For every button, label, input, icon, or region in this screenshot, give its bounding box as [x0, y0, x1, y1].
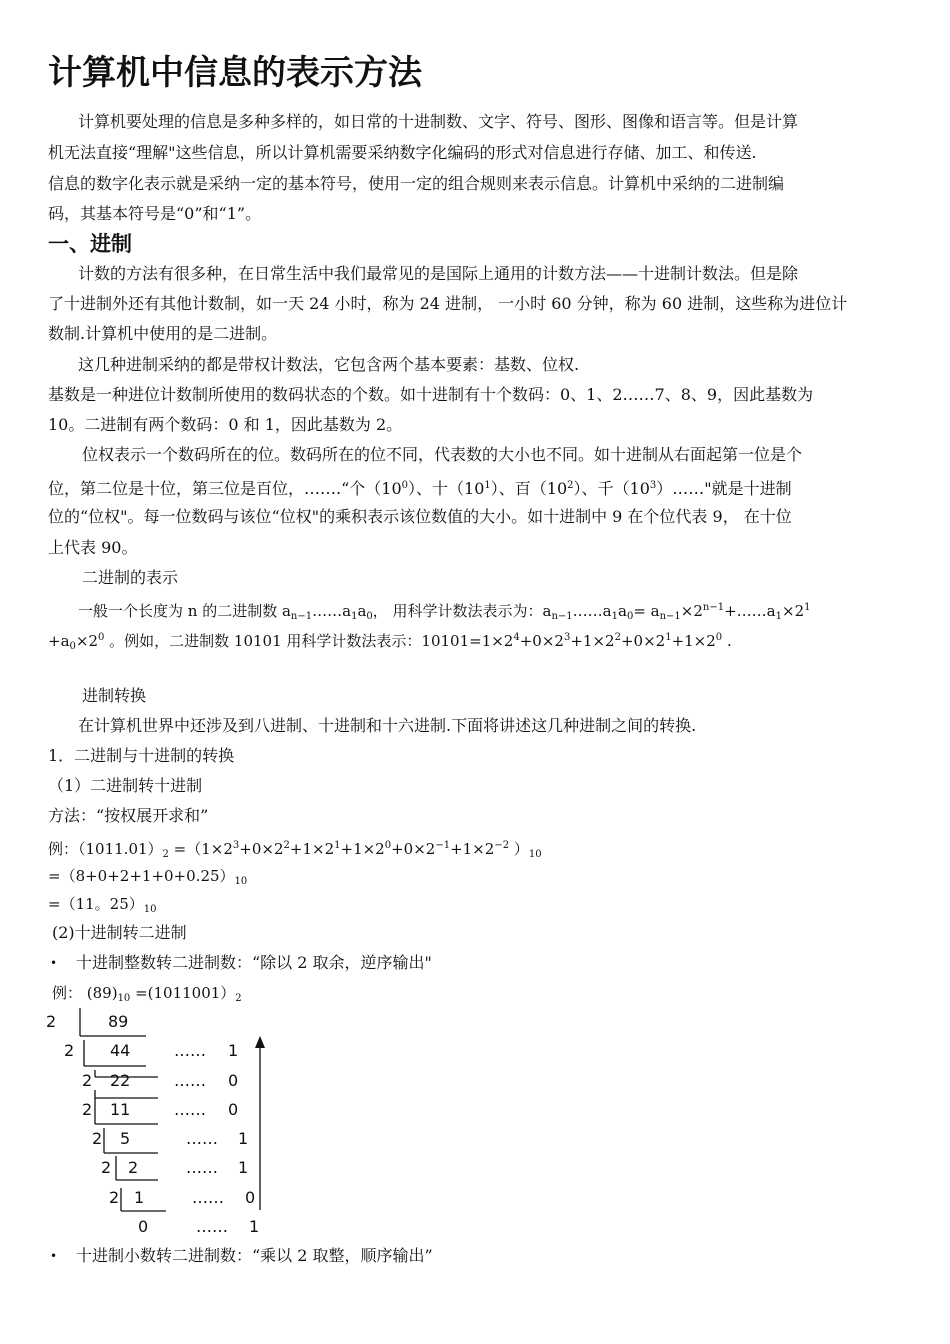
paragraph-line: 位权表示一个数码所在的位。数码所在的位不同，代表数的大小也不同。如十进制从右面起第一位是个 [82, 445, 803, 464]
text-run: +a [48, 632, 70, 650]
text-run: ×2 [680, 602, 703, 620]
division-lines [0, 0, 300, 1344]
ellipsis: …… [186, 1158, 218, 1177]
superscript: −2 [494, 840, 510, 851]
subscript: n−1 [551, 611, 573, 622]
ellipsis: …… [174, 1100, 206, 1119]
text-run: a [618, 602, 627, 620]
divisor: 2 [82, 1100, 93, 1119]
subscript: 1 [611, 611, 618, 622]
bullet-icon: • [50, 1249, 58, 1263]
remainder: 1 [238, 1129, 249, 1148]
text-run: 例：（1011.01） [48, 840, 163, 858]
subscript: 0 [69, 641, 76, 652]
text-run: a [357, 602, 367, 620]
text-run: +1×2 [289, 840, 335, 858]
superscript: 2 [614, 632, 621, 643]
bullet-icon: • [50, 956, 58, 970]
text-run: ……a [312, 602, 352, 620]
intro-line: 码，其基本符号是“0”和“1”。 [48, 204, 262, 223]
text-run: ， 用科学计数法表示为：a [372, 602, 552, 620]
text-run: ×2 [75, 632, 99, 650]
ellipsis: …… [196, 1217, 228, 1236]
list-item: 1．二进制与十进制的转换 [48, 746, 235, 765]
text-run: ）、千（10 [573, 479, 650, 498]
quotient: 1 [134, 1188, 145, 1207]
paragraph-line: 基数是一种进位计数制所使用的数码状态的个数。如十进制有十个数码：0、1、2……7、8、9，因此基数为 [48, 385, 814, 404]
text-run: 。例如，二进制数 10101 用科学计数法表示：10101=1×2 [104, 632, 514, 650]
paragraph-line: 上代表 90。 [48, 538, 138, 557]
superscript: 1 [484, 480, 491, 491]
text-run: =（8+0+2+1+0+0.25） [48, 867, 235, 885]
arrow-head-icon [255, 1036, 265, 1048]
subscript: 2 [162, 849, 169, 860]
list-item: (2)十进制转二进制 [52, 923, 187, 942]
superscript: 2 [567, 480, 574, 491]
remainder: 0 [245, 1188, 256, 1207]
paragraph-line: 方法：“按权展开求和” [48, 806, 209, 825]
subscript: 0 [626, 611, 634, 622]
text-run: ） [509, 840, 529, 858]
superscript: 1 [804, 602, 811, 613]
quotient: 0 [138, 1217, 149, 1236]
quotient: 11 [110, 1100, 131, 1119]
remainder: 1 [238, 1158, 249, 1177]
section-heading: 一、进制 [48, 232, 132, 256]
divisor: 2 [82, 1071, 93, 1090]
text-run: ×2 [782, 602, 805, 620]
divisor: 2 [92, 1129, 103, 1148]
superscript: 1 [334, 840, 341, 851]
divisor: 2 [46, 1012, 57, 1031]
subscript: 10 [528, 849, 542, 860]
subscript: 2 [235, 993, 242, 1004]
page-title: 计算机中信息的表示方法 [48, 53, 422, 93]
text-run: . [722, 632, 732, 650]
subscript: 10 [117, 993, 131, 1004]
remainder: 1 [249, 1217, 260, 1236]
remainder: 1 [228, 1041, 239, 1060]
subscript: 10 [143, 904, 157, 915]
bullet-text: 十进制小数转二进制数：“乘以 2 取整，顺序输出” [76, 1246, 433, 1265]
text-run: +1×2 [570, 632, 615, 650]
superscript: −1 [435, 840, 451, 851]
text-run: +0×2 [519, 632, 564, 650]
bullet-text: 十进制整数转二进制数：“除以 2 取余，逆序输出" [76, 953, 432, 972]
intro-line: 信息的数字化表示就是采纳一定的基本符号，使用一定的组合规则来表示信息。计算机中采纳的二进制编 [48, 174, 785, 193]
text-run: +……a [724, 602, 776, 620]
paragraph-line: 在计算机世界中还涉及到八进制、十进制和十六进制.下面将讲述这几种进制之间的转换. [78, 716, 697, 735]
ellipsis: …… [174, 1071, 206, 1090]
ellipsis: …… [186, 1129, 218, 1148]
list-item: （1）二进制转十进制 [48, 776, 203, 795]
text-run: ）……"就是十进制 [656, 479, 792, 498]
paragraph-line: 这几种进制采纳的都是带权计数法，它包含两个基本要素：基数、位权. [78, 355, 580, 374]
text-run: +1×2 [450, 840, 495, 858]
superscript: 3 [649, 480, 657, 491]
superscript: 0 [401, 480, 409, 491]
quotient: 22 [110, 1071, 131, 1090]
ellipsis: …… [192, 1188, 224, 1207]
subscript: n−1 [290, 611, 313, 622]
paragraph-line: 数制.计算机中使用的是二进制。 [48, 324, 278, 343]
superscript: 3 [563, 632, 571, 643]
subscript: n−1 [659, 611, 681, 622]
superscript: 0 [384, 840, 392, 851]
quotient: 44 [110, 1041, 131, 1060]
text-run: +0×2 [391, 840, 436, 858]
quotient: 2 [128, 1158, 139, 1177]
text-run: =（1×2 [168, 840, 233, 858]
subscript: 0 [366, 611, 373, 622]
superscript: 0 [98, 632, 105, 643]
text-run: 例： (89) [52, 984, 118, 1002]
intro-line: 计算机要处理的信息是多种多样的，如日常的十进制数、文字、符号、图形、图像和语言等。但是计算 [78, 112, 799, 131]
subscript: 10 [234, 876, 248, 887]
text-run: ……a [572, 602, 612, 620]
text-run: +0×2 [620, 632, 666, 650]
quotient: 89 [108, 1012, 129, 1031]
superscript: 4 [513, 632, 520, 643]
text-run: =（11。25） [48, 895, 144, 913]
paragraph-line: 位的“位权"。每一位数码与该位“位权"的乘积表示该位数值的大小。如十进制中 9 在个位代表 9， 在十位 [48, 507, 792, 526]
text-run: +1×2 [671, 632, 716, 650]
divisor: 2 [64, 1041, 75, 1060]
paragraph-line: 10。二进制有两个数码：0 和 1，因此基数为 2。 [48, 415, 403, 434]
superscript: n−1 [702, 602, 725, 613]
quotient: 5 [120, 1129, 131, 1148]
subscript: 1 [775, 611, 782, 622]
text-run: +0×2 [239, 840, 284, 858]
text-run: +1×2 [340, 840, 385, 858]
text-run: = a [633, 602, 660, 620]
paragraph-line: 了十进制外还有其他计数制，如一天 24 小时，称为 24 进制， 一小时 60 分钟，称为 60 进制，这些称为进位计 [48, 294, 848, 313]
subscript: 1 [351, 611, 358, 622]
subheading: 进制转换 [82, 686, 147, 705]
ellipsis: …… [174, 1041, 206, 1060]
text-run: 一般一个长度为 n 的二进制数 a [78, 602, 291, 620]
remainder: 0 [228, 1100, 239, 1119]
paragraph-line: 计数的方法有很多种，在日常生活中我们最常见的是国际上通用的计数方法——十进制计数法。但是除 [78, 264, 799, 283]
superscript: 1 [665, 632, 672, 643]
subheading: 二进制的表示 [82, 568, 179, 587]
text-run: ）、百（10 [490, 479, 568, 498]
text-run: ）、十（10 [408, 479, 485, 498]
divisor: 2 [109, 1188, 120, 1207]
text-run: =(1011001） [130, 984, 236, 1002]
superscript: 2 [283, 840, 290, 851]
text-run: 位，第二位是十位，第三位是百位，…….“个（10 [48, 479, 402, 498]
divisor: 2 [101, 1158, 112, 1177]
superscript: 0 [715, 632, 723, 643]
superscript: 3 [232, 840, 240, 851]
intro-line: 机无法直接“理解"这些信息，所以计算机需要采纳数字化编码的形式对信息进行存储、加工、和传送. [48, 143, 757, 162]
remainder: 0 [228, 1071, 239, 1090]
